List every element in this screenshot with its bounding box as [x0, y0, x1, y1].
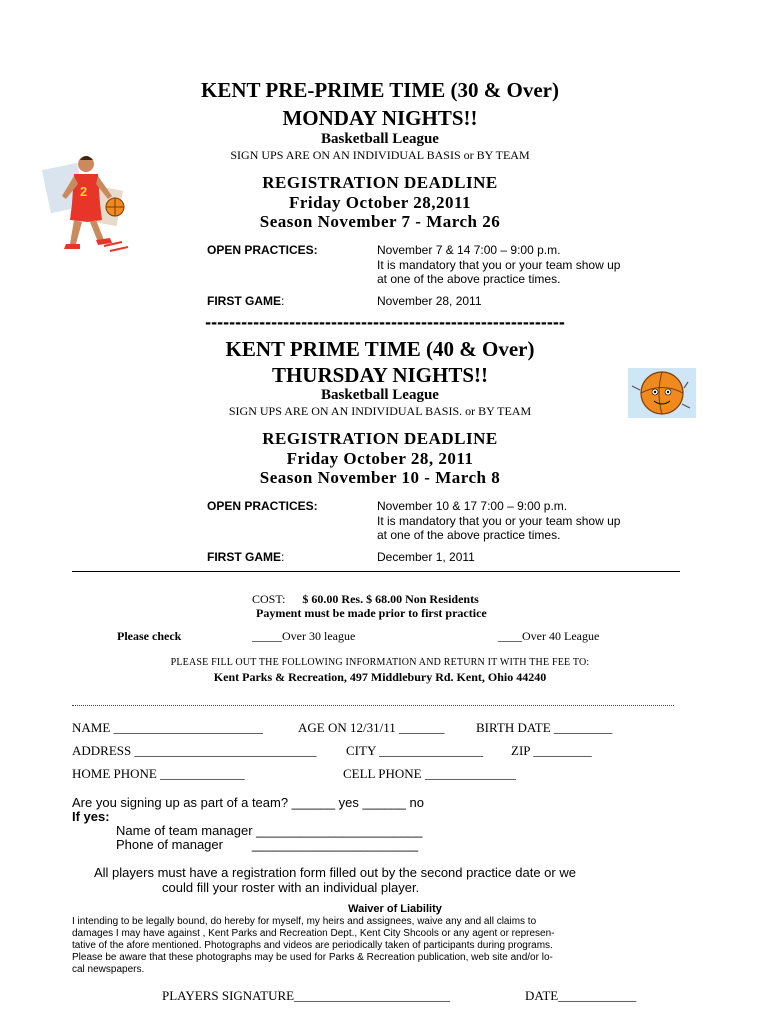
- thursday-mandatory-line2: at one of the above practice times.: [377, 528, 561, 542]
- payment-note: Payment must be made prior to first practice: [256, 606, 487, 620]
- svg-text:2: 2: [80, 184, 88, 199]
- monday-season: Season November 7 - March 26: [259, 212, 501, 231]
- monday-deadline-heading: REGISTRATION DEADLINE: [262, 173, 498, 192]
- monday-mandatory-line1: It is mandatory that you or your team show up: [377, 258, 621, 272]
- city-field[interactable]: CITY ________________: [346, 743, 484, 758]
- thursday-deadline-heading: REGISTRATION DEADLINE: [262, 429, 498, 448]
- over-40-option[interactable]: ____Over 40 League: [498, 629, 600, 643]
- monday-first-game: FIRST GAME:: [207, 294, 285, 308]
- horizontal-rule: [72, 571, 680, 572]
- waiver-text: [72, 916, 554, 976]
- waiver-line3: tative of the afore mentioned. Photographs and videos are periodically taken of participants during programs.: [72, 940, 553, 951]
- thursday-season: Season November 10 - March 8: [259, 468, 501, 487]
- cost-line: [252, 592, 479, 607]
- waiver-line1: I intending to be legally bound, do hereby for myself, my heirs and assignees, waive any and all claims to: [72, 916, 537, 927]
- cell-phone-field[interactable]: CELL PHONE ______________: [343, 766, 516, 781]
- waiver-line2: damages I may have against , Kent Parks and Recreation Dept., Kent City Shcools or any agent or represen-: [72, 928, 555, 939]
- monday-first-game-value: November 28, 2011: [377, 294, 482, 308]
- home-phone-field[interactable]: HOME PHONE _____________: [72, 766, 245, 781]
- monday-open-practices-value: November 7 & 14 7:00 – 9:00 p.m.: [377, 243, 561, 257]
- over-30-option[interactable]: _____Over 30 league: [252, 629, 356, 643]
- players-signature-field[interactable]: PLAYERS SIGNATURE________________________: [162, 988, 451, 1003]
- basketball-face-icon: [628, 368, 696, 418]
- section-divider: ------------------------------------------------------------: [205, 312, 565, 332]
- monday-signups: SIGN UPS ARE ON AN INDIVIDUAL BASIS or BY TEAM: [230, 148, 530, 162]
- monday-title: KENT PRE-PRIME TIME (30 & Over): [201, 78, 559, 102]
- age-field[interactable]: AGE ON 12/31/11 _______: [298, 720, 445, 735]
- thursday-title: KENT PRIME TIME (40 & Over): [225, 337, 535, 361]
- birth-date-field[interactable]: BIRTH DATE _________: [476, 720, 613, 735]
- thursday-first-game: FIRST GAME:: [207, 550, 285, 564]
- waiver-line4: Please be aware that these photographs may be used for Parks & Recreation publication, web site and/or lo-: [72, 952, 553, 963]
- thursday-first-game-label: FIRST GAME: [207, 550, 281, 564]
- name-field[interactable]: NAME _______________________: [72, 720, 264, 735]
- team-question[interactable]: Are you signing up as part of a team? ______ yes ______ no: [72, 795, 424, 810]
- thursday-open-practices-value: November 10 & 17 7:00 – 9:00 p.m.: [377, 499, 568, 513]
- return-instruction: PLEASE FILL OUT THE FOLLOWING INFORMATION AND RETURN IT WITH THE FEE TO:: [170, 657, 590, 668]
- team-manager-phone-field[interactable]: Phone of manager _______________________: [116, 837, 419, 852]
- monday-league-label: Basketball League: [321, 131, 439, 147]
- waiver-title: Waiver of Liability: [348, 903, 442, 915]
- form-divider: [72, 705, 674, 706]
- address-field[interactable]: ADDRESS ____________________________: [72, 743, 317, 758]
- notice-line2: could fill your roster with an individual player.: [162, 880, 420, 895]
- zip-field[interactable]: ZIP _________: [511, 743, 592, 758]
- cost-value: $ 60.00 Res. $ 68.00 Non Residents: [302, 592, 479, 606]
- thursday-league-label: Basketball League: [321, 387, 439, 403]
- thursday-open-practices-label: OPEN PRACTICES:: [207, 499, 318, 513]
- date-field[interactable]: DATE____________: [525, 988, 637, 1003]
- thursday-subtitle-nights: THURSDAY NIGHTS!!: [271, 363, 489, 387]
- cost-label: COST:: [252, 592, 286, 606]
- waiver-line5: cal newspapers.: [72, 964, 145, 975]
- thursday-first-game-value: December 1, 2011: [377, 550, 475, 564]
- monday-mandatory-line2: at one of the above practice times.: [377, 272, 561, 286]
- team-manager-name-field[interactable]: Name of team manager _______________________: [116, 823, 423, 838]
- monday-deadline-date: Friday October 28,2011: [288, 193, 472, 212]
- please-check-label: Please check: [117, 629, 182, 643]
- thursday-mandatory-line1: It is mandatory that you or your team show up: [377, 514, 621, 528]
- notice-line1: All players must have a registration form filled out by the second practice date or we: [94, 865, 576, 880]
- if-yes-label: If yes: [72, 809, 106, 824]
- monday-open-practices-label: OPEN PRACTICES:: [207, 243, 318, 257]
- thursday-deadline-date: Friday October 28, 2011: [286, 449, 474, 468]
- monday-subtitle-nights: MONDAY NIGHTS!!: [282, 106, 478, 130]
- thursday-signups: SIGN UPS ARE ON AN INDIVIDUAL BASIS. or BY TEAM: [228, 404, 532, 418]
- if-yes: If yes:: [72, 809, 110, 824]
- monday-first-game-label: FIRST GAME: [207, 294, 281, 308]
- return-address: Kent Parks & Recreation, 497 Middlebury Rd. Kent, Ohio 44240: [213, 670, 547, 684]
